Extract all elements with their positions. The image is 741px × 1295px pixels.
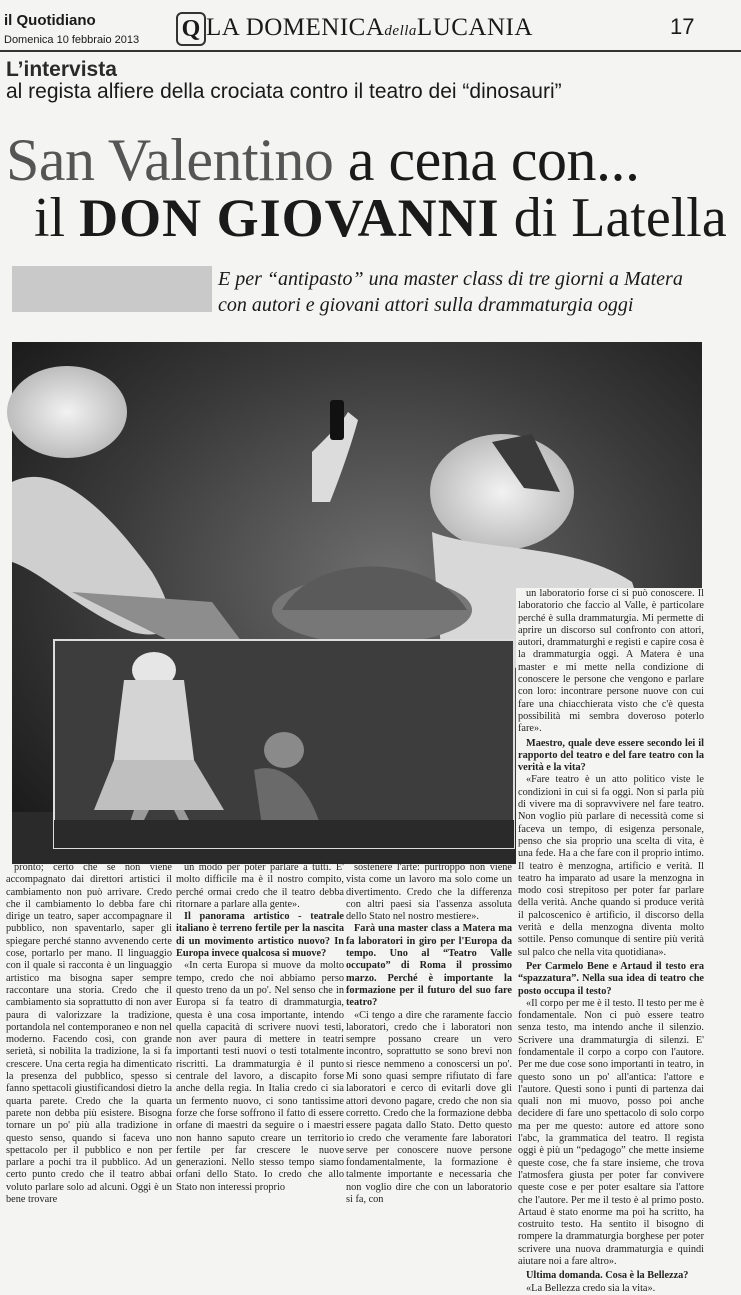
question-2: Farà una master class a Matera ma fa laboratori in giro per l'Europa da tempo. Uno al “Teatro Valle occupato” di Roma il prossimo marzo. Perché è importante la formazione per il futuro del suo fare teatro? — [346, 923, 512, 1009]
column-4-paragraph-2: «Fare teatro è un atto politico viste le condizioni in cui si fa oggi. Non si parla più di vivere ma di sopravvivere nel fare teatro. Non voglio più parlare di necessità come si faceva un tempo, di esigenza personale, penso che sia proprio una scelta di vita, è una fede. Ha a che fare con il proprio intimo. Il teatro è menzogna, artificio e verità. Il teatro ha imparato ad usare la menzogna in modo così strepitoso per poter far parlare della verità. Anche quando si produce verità il palcoscenico è artificio, il discorso della verità e della menzogna diventa molto sottile. Penso comunque di sentire più verità sul palco che nella vita quotidiana». — [518, 774, 704, 958]
question-3: Maestro, quale deve essere secondo lei il rapporto del teatro e del fare teatro con la verità e la vita? — [518, 737, 704, 774]
issue-date: Domenica 10 febbraio 2013 — [4, 34, 140, 46]
column-2-paragraph-2: «In certa Europa si muove da molto tempo, credo che noi abbiamo perso questo treno da un po'. Nel senso che in Europa si fa teatro di drammaturgia, questa è una cosa importante, intendo quella capacità di scrivere nuovi testi, non aver paura di mettere in teatri importanti testi nuovi o testi totalmente riscritti. La drammaturgia è il punto centrale del lavoro, a discapito forse anche della regia. In Italia credo ci sia un fermento nuovo, ci sono tantissime forze che forse soffrono il fatto di essere orfane di maestri da seguire o i maestri non hanno saputo creare un territorio fertile per far crescere le nuove generazioni. Nello stesso tempo siamo orfani dello Stato. Io credo che allo Stato non interessi proprio — [176, 960, 344, 1193]
column-3-paragraph-1: sostenere l'arte: purtroppo non viene vista come un lavoro ma solo come un divertimento. Credo che la differenza con altri paesi sia l'assenza assoluta dello Stato nel nostro mestiere». — [346, 862, 512, 923]
column-4-paragraph-3: «Il corpo per me è il testo. Il testo per me è fondamentale. Non ci può essere teatro senza testo, ma intendo anche il silenzio. Scrivere una drammaturgia di silenzi. E' fondamentale il corpo a corpo con l'autore. Per me due cose sono importanti in teatro, in questo sono un po' all'antica: l'attore e l'autore. Questi sono i punti di partenza dai quali non mi muovo, posso poi anche decidere di fare uno spettacolo di solo corpo ma per me questo: autore ed attore sono l'abc, la grammatica del teatro. Il regista oggi è più un “pedagogo” che mette insieme queste cose, che fa stare insieme, che trova l'atmosfera giusta per poter far convivere queste cose e per poter esaltare sia l'attore che l'autore. Per me il testo è al primo posto. Artaud è stato enorme ma poi ha scritto, ha costruito testo. Ha sentito il bisogno di rompere la drammaturgia borghese per poter scrivere una nuova drammaturgia e quindi aiutare noi a fare altro». — [518, 997, 704, 1268]
column-1-paragraph: pronto; certo che se non viene accompagnato dai direttori artistici il cambiamento non può arrivare. Credo che il cambiamento lo debba fare chi dirige un teatro, saper accompagnare il pubblico, non spaventarlo, saper gli spiegare perché stanno avvenendo certe cose, portarlo per mano. Il linguaggio con il quale si racconta è un linguaggio artistico ma bisogna saper sempre raccontare una storia. Credo che il cambiamento sia soprattutto di non aver paura di valorizzare la tradizione, portandola nel contemporaneo e non nel moderno. Facendo così, con grande serietà, si nobilita la tradizione, la si fa crescere. Una certa regia ha dimenticato la presenza del pubblico, spesso si fanno spettacoli giustificandosi dietro la quarta parete. Credo che la quarta parete non debba più esistere. Bisogna tornare un po' più alla tradizione in questo senso, quando si faceva uno spettacolo per il pubblico e non per parlare a pochi tra il pubblico. Ad un certo punto credo che il teatro abbai voluto parlare solo ad alcuni. Oggi è un bene trovare — [6, 862, 172, 1206]
headline-part-2a: il — [34, 187, 80, 249]
sub-kicker: al regista alfiere della crociata contro il teatro dei “dinosauri” — [6, 80, 562, 103]
article-column-4 — [516, 588, 704, 1294]
page-number: 17 — [670, 14, 695, 39]
deck-line-2: con autori e giovani attori sulla drammaturgia oggi — [218, 294, 634, 316]
headline-part-2b: DON GIOVANNI — [79, 188, 500, 248]
supplement-title-part-1: LA DOMENICA — [206, 14, 385, 41]
question-5: Ultima domanda. Cosa è la Bellezza? — [526, 1270, 689, 1282]
headline-part-2c: di Latella — [499, 187, 727, 249]
question-4: Per Carmelo Bene e Artaud il testo era “spazzatura”. Nella sua idea di teatro che posto occupa il testo? — [518, 960, 704, 997]
column-4-paragraph-1: un laboratorio forse ci si può conoscere. Il laboratorio che faccio al Valle, è particolare perché è sulla drammaturgia. Mi permette di aprire un discorso sul confronto con attori, autori, drammaturghi e registi e capire cosa è la drammaturgia oggi. A Matera è una master e mi mette nella condizione di conoscere le persone che vengono e parlare con loro: incontrare persone nuove con cui fare una chiacchierata visto che c'è questa possibilità mi sembra doveroso poterlo fare». — [518, 588, 704, 735]
stage-photo-inset — [54, 640, 514, 848]
headline-part-1b: a cena con... — [333, 127, 640, 193]
supplement-logo: Q — [176, 12, 206, 46]
deck-bar — [12, 266, 212, 312]
supplement-title-part-3: LUCANIA — [416, 14, 533, 41]
section-kicker: L’intervista — [6, 58, 117, 81]
supplement-title — [206, 14, 533, 42]
article-deck — [218, 266, 718, 318]
question-1: Il panorama artistico - teatrale italiano è terreno fertile per la nascita di un movimento artistico nuovo? In Europa invece qualcosa si muove? — [176, 911, 344, 960]
headline-line-2 — [34, 186, 727, 250]
masthead-rule — [0, 50, 741, 52]
newspaper-name: il Quotidiano — [4, 12, 96, 29]
article-column-2 — [176, 862, 344, 1193]
article-column-1 — [6, 862, 172, 1206]
supplement-title-part-2: della — [384, 23, 417, 39]
column-2-paragraph-1: un modo per poter parlare a tutti. E' molto difficile ma è il nostro compito, perché ormai credo che il teatro debba ritornare a parlare alla gente». — [176, 862, 344, 910]
headline-part-1a: San Valentino — [6, 127, 334, 193]
column-3-paragraph-2: «Ci tengo a dire che raramente faccio laboratori, credo che i laboratori non sempre possano creare un vero incontro, soprattutto se sono brevi non si riesce nemmeno a conoscersi un po'. Mi sono quasi sempre rifiutato di fare laboratori e cerco di evitarli dove gli attori devono pagare, credo che non sia corretto. Credo che la formazione debba essere pagata dallo Stato. Detto questo io credo che veramente fare laboratori serve per conoscere nuove persone fondamentalmente, la formazione è talmente importante e necessaria che non voglio dire che con un laboratorio si fa, con — [346, 1009, 512, 1206]
column-4-paragraph-4: «La Bellezza credo sia la vita». — [526, 1282, 656, 1294]
article-column-3 — [346, 862, 512, 1206]
deck-line-1: E per “antipasto” una master class di tre giorni a Matera — [218, 268, 683, 290]
headline-line-1 — [6, 126, 640, 195]
